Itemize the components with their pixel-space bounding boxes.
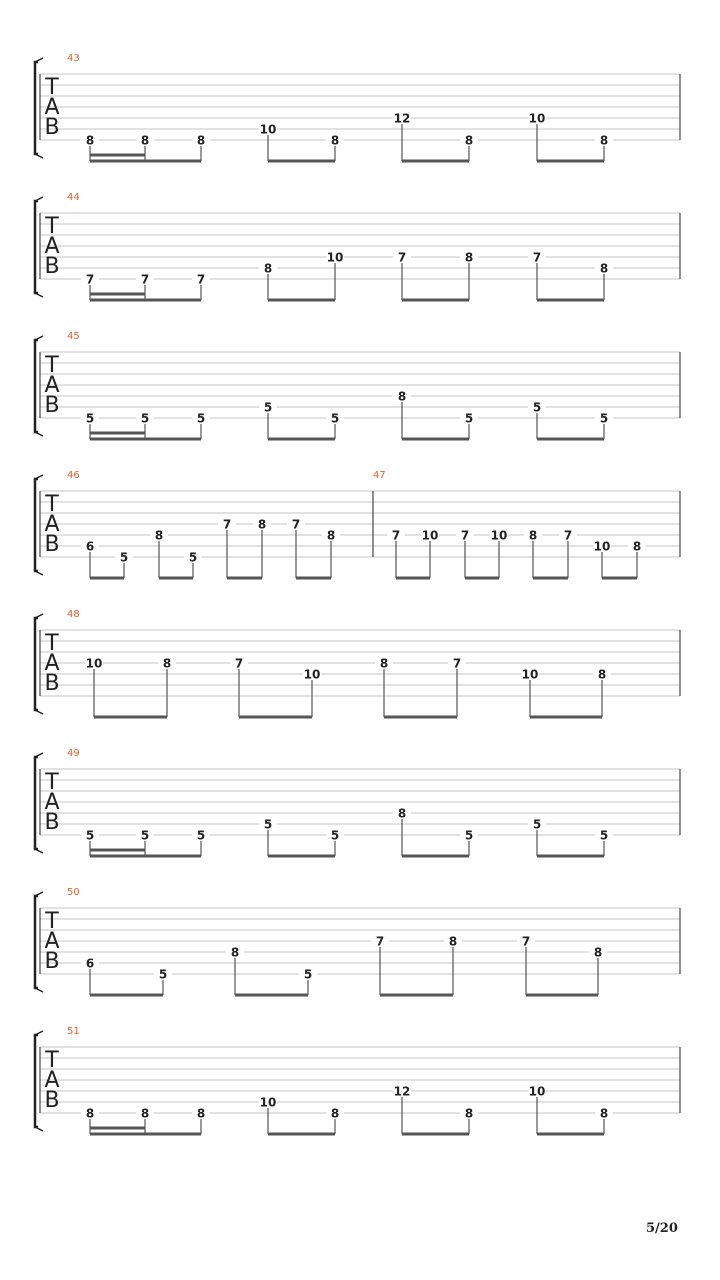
tab-system [35, 53, 680, 161]
fret-number: 7 [452, 656, 462, 671]
fret-number: 5 [532, 817, 542, 832]
system-bracket [35, 618, 38, 710]
fret-number: 8 [257, 517, 267, 532]
tab-clef-letter: A [44, 373, 60, 398]
measure-number: 45 [67, 331, 80, 342]
fret-number: 5 [464, 411, 474, 426]
fret-number: 10 [421, 528, 439, 543]
fret-number: 12 [393, 1084, 411, 1099]
bracket-hook-top [35, 753, 43, 757]
measure-number: 47 [373, 470, 386, 481]
fret-number: 10 [85, 656, 103, 671]
fret-number: 8 [448, 934, 458, 949]
fret-number: 7 [391, 528, 401, 543]
fret-number: 8 [593, 945, 603, 960]
fret-number: 8 [263, 261, 273, 276]
tab-clef-letter: A [44, 651, 60, 676]
tab-system [35, 609, 680, 717]
fret-number: 7 [222, 517, 232, 532]
bracket-hook-bottom [35, 571, 43, 575]
fret-number: 8 [140, 1106, 150, 1121]
fret-number: 8 [326, 528, 336, 543]
measure-number: 46 [67, 470, 80, 481]
fret-number: 7 [521, 934, 531, 949]
fret-number: 7 [375, 934, 385, 949]
tab-clef-letter: A [44, 95, 60, 120]
page-number: 5/20 [646, 1221, 678, 1236]
fret-number: 5 [599, 828, 609, 843]
fret-number: 7 [460, 528, 470, 543]
tab-system [35, 748, 680, 856]
tab-system [35, 887, 680, 995]
system-bracket [35, 757, 38, 849]
fret-number: 8 [85, 1106, 95, 1121]
fret-number: 5 [140, 411, 150, 426]
bracket-hook-top [35, 336, 43, 340]
fret-number: 5 [158, 967, 168, 982]
tab-clef-letter: B [44, 254, 60, 279]
tab-system [35, 192, 680, 300]
fret-number: 8 [162, 656, 172, 671]
fret-number: 8 [85, 133, 95, 148]
tab-clef-letter: T [45, 353, 59, 378]
fret-number: 7 [563, 528, 573, 543]
bracket-hook-bottom [35, 154, 43, 158]
fret-number: 7 [397, 250, 407, 265]
fret-number: 7 [291, 517, 301, 532]
fret-number: 8 [397, 389, 407, 404]
fret-number: 8 [632, 539, 642, 554]
fret-number: 7 [196, 272, 206, 287]
fret-number: 8 [397, 806, 407, 821]
tab-clef-letter: T [45, 214, 59, 239]
fret-number: 8 [330, 1106, 340, 1121]
tab-clef-letter: B [44, 810, 60, 835]
measure-number: 49 [67, 748, 80, 759]
tab-clef-letter: B [44, 1088, 60, 1113]
tab-clef-letter: A [44, 790, 60, 815]
fret-number: 10 [259, 122, 277, 137]
measure-number: 44 [67, 192, 80, 203]
tab-clef-letter: T [45, 492, 59, 517]
fret-number: 7 [140, 272, 150, 287]
fret-number: 5 [532, 400, 542, 415]
fret-number: 5 [188, 550, 198, 565]
fret-number: 8 [154, 528, 164, 543]
bracket-hook-top [35, 475, 43, 479]
tab-clef-letter: A [44, 512, 60, 537]
system-bracket [35, 62, 38, 154]
fret-number: 8 [599, 1106, 609, 1121]
tab-clef-letter: T [45, 1048, 59, 1073]
fret-number: 5 [464, 828, 474, 843]
system-bracket [35, 896, 38, 988]
bracket-hook-top [35, 58, 43, 62]
fret-number: 7 [532, 250, 542, 265]
fret-number: 8 [528, 528, 538, 543]
fret-number: 8 [464, 1106, 474, 1121]
fret-number: 8 [140, 133, 150, 148]
fret-number: 10 [490, 528, 508, 543]
measure-number: 51 [67, 1026, 80, 1037]
fret-number: 5 [85, 411, 95, 426]
fret-number: 8 [330, 133, 340, 148]
fret-number: 12 [393, 111, 411, 126]
tab-system [35, 331, 680, 439]
tab-system [35, 1026, 680, 1134]
fret-number: 8 [599, 133, 609, 148]
measure-number: 50 [67, 887, 80, 898]
bracket-hook-bottom [35, 710, 43, 714]
tab-clef-letter: B [44, 671, 60, 696]
fret-number: 5 [119, 550, 129, 565]
tab-clef-letter: B [44, 115, 60, 140]
bracket-hook-bottom [35, 849, 43, 853]
tab-clef-letter: A [44, 1068, 60, 1093]
system-bracket [35, 340, 38, 432]
system-bracket [35, 201, 38, 293]
fret-number: 10 [528, 111, 546, 126]
fret-number: 5 [599, 411, 609, 426]
fret-number: 8 [464, 133, 474, 148]
tab-clef-letter: B [44, 949, 60, 974]
fret-number: 5 [85, 828, 95, 843]
fret-number: 10 [326, 250, 344, 265]
fret-number: 10 [259, 1095, 277, 1110]
tab-clef-letter: T [45, 75, 59, 100]
fret-number: 10 [528, 1084, 546, 1099]
measure-number: 43 [67, 53, 80, 64]
fret-number: 10 [521, 667, 539, 682]
fret-number: 8 [379, 656, 389, 671]
fret-number: 5 [263, 400, 273, 415]
bracket-hook-top [35, 197, 43, 201]
fret-number: 6 [85, 539, 95, 554]
tab-clef-letter: A [44, 929, 60, 954]
fret-number: 5 [303, 967, 313, 982]
system-bracket [35, 1035, 38, 1127]
fret-number: 5 [330, 411, 340, 426]
fret-number: 8 [196, 133, 206, 148]
bracket-hook-bottom [35, 988, 43, 992]
tab-clef-letter: T [45, 909, 59, 934]
fret-number: 8 [230, 945, 240, 960]
fret-number: 5 [196, 411, 206, 426]
fret-number: 5 [263, 817, 273, 832]
fret-number: 10 [303, 667, 321, 682]
fret-number: 7 [234, 656, 244, 671]
bracket-hook-bottom [35, 293, 43, 297]
fret-number: 8 [599, 261, 609, 276]
tab-clef-letter: A [44, 234, 60, 259]
system-bracket [35, 479, 38, 571]
fret-number: 5 [140, 828, 150, 843]
measure-number: 48 [67, 609, 80, 620]
tab-system [35, 470, 680, 578]
bracket-hook-top [35, 614, 43, 618]
fret-number: 5 [196, 828, 206, 843]
bracket-hook-top [35, 892, 43, 896]
fret-number: 5 [330, 828, 340, 843]
bracket-hook-bottom [35, 432, 43, 436]
fret-number: 10 [593, 539, 611, 554]
fret-number: 8 [464, 250, 474, 265]
fret-number: 6 [85, 956, 95, 971]
tab-clef-letter: T [45, 770, 59, 795]
tab-clef-letter: B [44, 393, 60, 418]
tab-clef-letter: B [44, 532, 60, 557]
bracket-hook-top [35, 1031, 43, 1035]
fret-number: 7 [85, 272, 95, 287]
bracket-hook-bottom [35, 1127, 43, 1131]
fret-number: 8 [597, 667, 607, 682]
fret-number: 8 [196, 1106, 206, 1121]
tab-clef-letter: T [45, 631, 59, 656]
